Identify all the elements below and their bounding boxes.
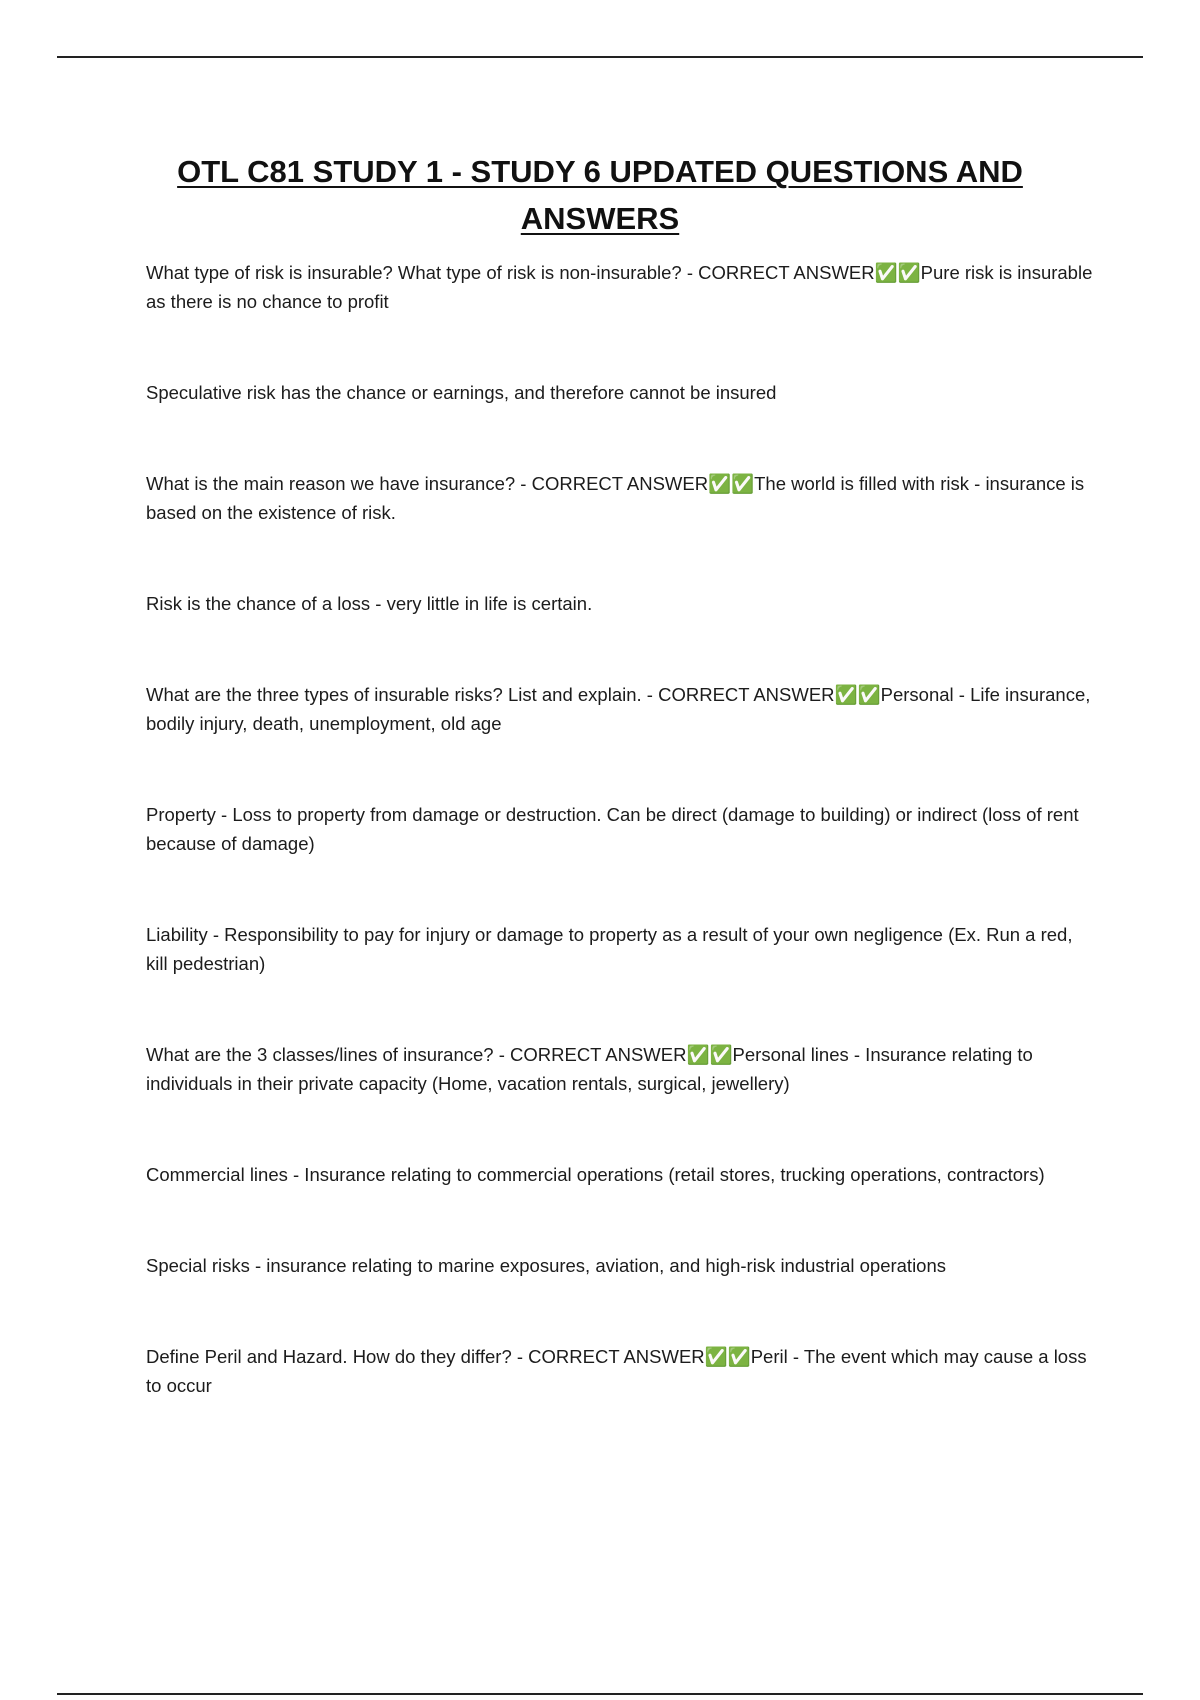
paragraph-10: Special risks - insurance relating to marine exposures, aviation, and high-risk industrial operations (146, 1255, 947, 1276)
paragraph-8: What are the 3 classes/lines of insurance? - CORRECT ANSWER✅✅Personal lines - Insurance relating to individuals in their private capacity (Home, vacation rentals, surgical, jewellery) (146, 1044, 1033, 1094)
paragraph-9: Commercial lines - Insurance relating to commercial operations (retail stores, trucking operations, contractors) (146, 1164, 1045, 1185)
paragraph-11: Define Peril and Hazard. How do they differ? - CORRECT ANSWER✅✅Peril - The event which may cause a loss to occur (146, 1346, 1087, 1396)
paragraph-5: What are the three types of insurable risks? List and explain. - CORRECT ANSWER✅✅Personal - Life insurance, bodily injury, death, unemployment, old age (146, 684, 1091, 734)
footer-rule (57, 1693, 1143, 1695)
paragraph-2: Speculative risk has the chance or earnings, and therefore cannot be insured (146, 382, 777, 403)
header-rule (57, 56, 1143, 58)
paragraph-4: Risk is the chance of a loss - very little in life is certain. (146, 593, 593, 614)
paragraph-6: Property - Loss to property from damage or destruction. Can be direct (damage to building) or indirect (loss of rent because of damage) (146, 804, 1079, 854)
document-title: OTL C81 STUDY 1 - STUDY 6 UPDATED QUESTIONS AND ANSWERS (177, 154, 1023, 236)
paragraph-1: What type of risk is insurable? What type of risk is non-insurable? - CORRECT ANSWER✅✅Pure risk is insurable as there is no chance to profit (146, 262, 1093, 312)
document-body (146, 258, 1094, 1400)
paragraph-3: What is the main reason we have insurance? - CORRECT ANSWER✅✅The world is filled with risk - insurance is based on the existence of risk. (146, 473, 1085, 523)
paragraph-7: Liability - Responsibility to pay for injury or damage to property as a result of your own negligence (Ex. Run a red, kill pedestrian) (146, 924, 1073, 974)
